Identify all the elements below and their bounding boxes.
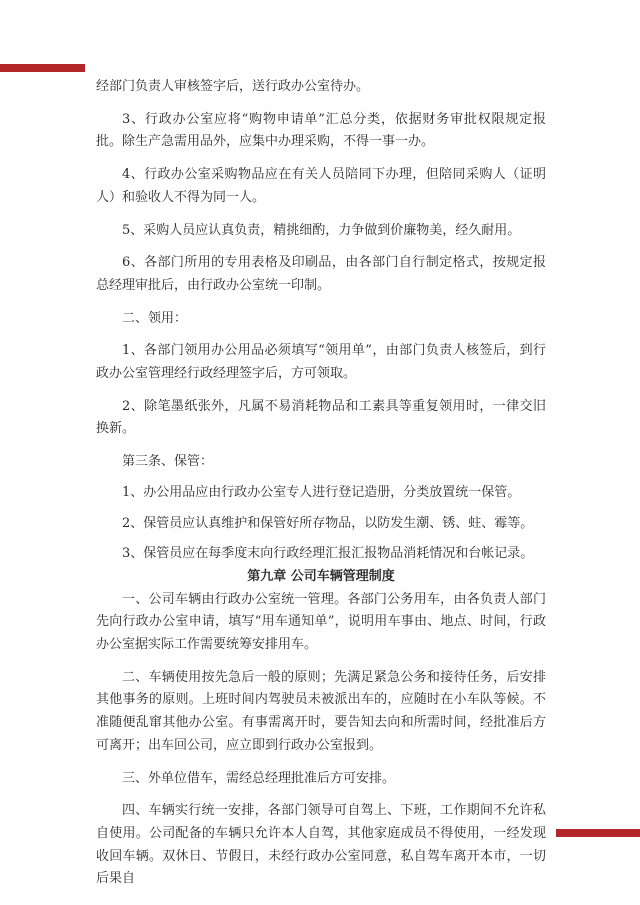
paragraph: 2、除笔墨纸张外，凡属不易消耗物品和工素具等重复领用时，一律交旧换新。 — [96, 398, 546, 437]
bottom-red-accent-bar — [556, 829, 640, 837]
chapter-heading: 第九章 公司车辆管理制度 — [247, 568, 395, 584]
paragraph: 1、各部门领用办公用品必须填写“领用单”，由部门负责人核签后，到行政办公室管理经行政经理签字后，方可领取。 — [96, 343, 546, 382]
section-label: 二、领用： — [122, 310, 188, 326]
paragraph: 4、行政办公室采购物品应在有关人员陪同下办理，但陪同采购人（证明人）和验收人不得为同一人。 — [96, 167, 546, 205]
section-label: 第三条、保管： — [122, 454, 214, 470]
top-red-accent-bar — [0, 64, 85, 72]
paragraph: 经部门负责人审核签字后，送行政办公室待办。 — [96, 79, 370, 94]
paragraph: 一、公司车辆由行政办公室统一管理。各部门公务用车，由各负责人部门先向行政办公室申请，填写“用车通知单”，说明用车事由、地点、时间，行政办公室据实际工作需要统筹安排用车。 — [96, 591, 546, 653]
paragraph: 5、采购人员应认真负责，精挑细酌，力争做到价廉物美，经久耐用。 — [122, 222, 521, 238]
paragraph: 三、外单位借车，需经总经理批准后方可安排。 — [122, 770, 396, 786]
paragraph: 3、保管员应在每季度末向行政经理汇报汇报物品消耗情况和台帐记录。 — [122, 546, 534, 562]
paragraph: 2、保管员应认真维护和保管好所存物品，以防发生潮、锈、蛀、霉等。 — [122, 515, 534, 531]
paragraph: 3、行政办公室应将“购物申请单”汇总分类，依据财务审批权限规定报批。除生产急需用品外，应集中办理采购，不得一事一办。 — [96, 111, 546, 150]
paragraph: 6、各部门所用的专用表格及印刷品，由各部门自行制定格式，按规定报总经理审批后，由行政办公室统一印制。 — [96, 255, 546, 293]
paragraph: 二、车辆使用按先急后一般的原则；先满足紧急公务和接待任务，后安排其他事务的原则。上班时间内驾驶员未被派出车的，应随时在小车队等候。不准随便乱窜其他办公室。有事需离开时，要告知去向和所需时间，经批准后方可离开；出车回公司，应立即到行政办公室报到。 — [96, 669, 546, 753]
paragraph: 四、车辆实行统一安排，各部门领导可自驾上、下班，工作期间不允许私自使用。公司配备的车辆只允许本人自驾，其他家庭成员不得使用，一经发现收回车辆。双休日、节假日，未经行政办公室同意，私自驾车离开本市，一切后果自 — [96, 803, 546, 887]
paragraph: 1、办公用品应由行政办公室专人进行登记造册，分类放置统一保管。 — [122, 484, 521, 500]
document-body — [96, 76, 546, 891]
